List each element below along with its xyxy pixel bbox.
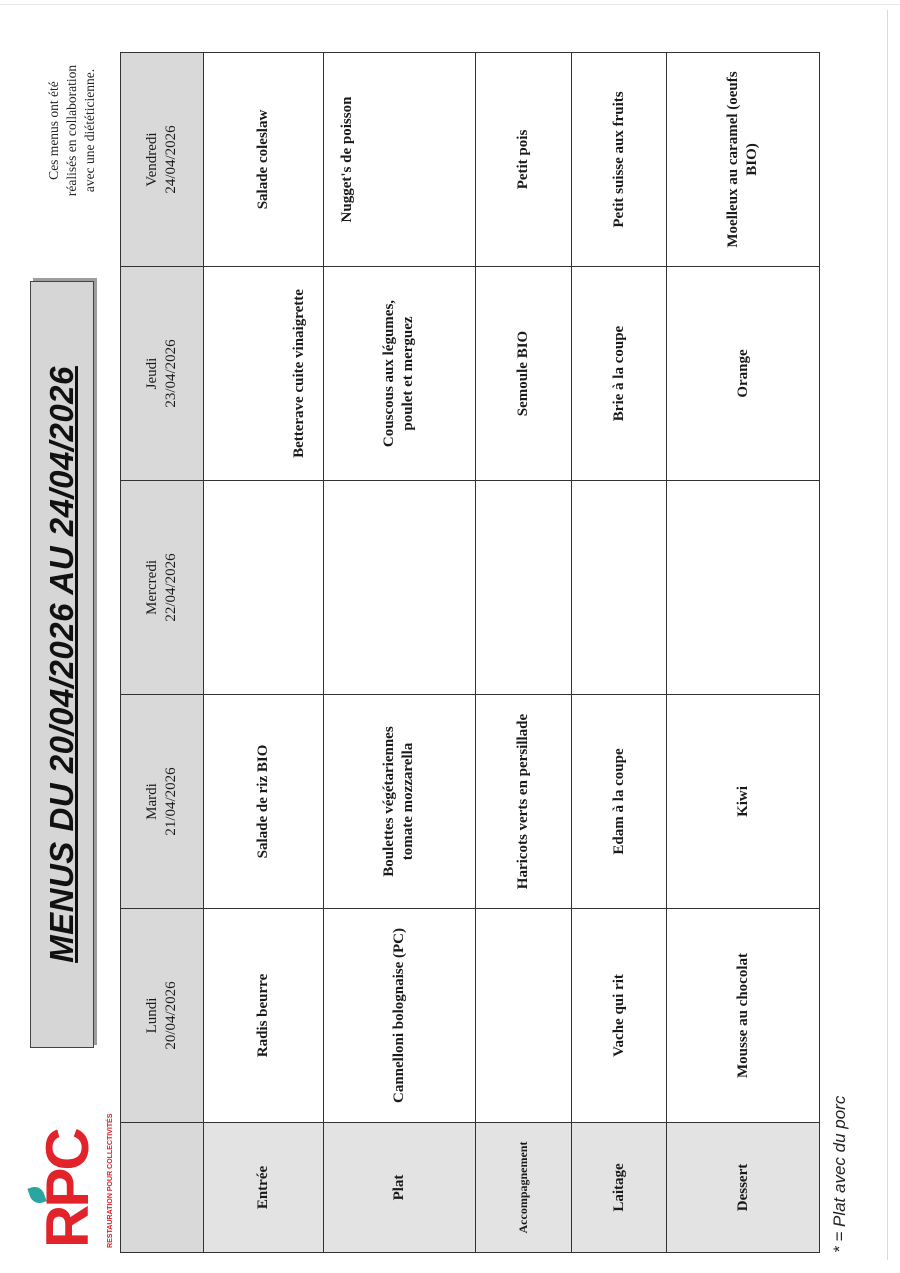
dish-cell: Orange bbox=[667, 267, 820, 481]
course-row-dessert bbox=[667, 53, 820, 1253]
rotated-content bbox=[25, 23, 875, 1253]
course-row-entree bbox=[204, 53, 324, 1253]
note-line-1: Ces menus ont été bbox=[46, 81, 61, 180]
course-label: Accompagnement bbox=[476, 1123, 572, 1253]
dietitian-note bbox=[45, 38, 99, 223]
course-row-laitage bbox=[571, 53, 667, 1253]
dish-cell: Brie à la coupe bbox=[571, 267, 667, 481]
dish-cell: Mousse au chocolat bbox=[667, 909, 820, 1123]
day-header-thursday bbox=[121, 267, 204, 481]
note-line-2: réalisés en collaboration bbox=[64, 64, 79, 197]
day-header-monday bbox=[121, 909, 204, 1123]
page-right-edge bbox=[887, 10, 888, 1260]
course-label: Plat bbox=[323, 1123, 476, 1253]
dish-cell: Petit suisse aux fruits bbox=[571, 53, 667, 267]
menu-table bbox=[120, 52, 820, 1253]
dish-cell: Nugget's de poisson bbox=[323, 53, 476, 267]
day-header-tuesday bbox=[121, 695, 204, 909]
days-header-row bbox=[121, 53, 204, 1253]
logo-letters: RPC bbox=[34, 1130, 101, 1248]
course-label: Laitage bbox=[571, 1123, 667, 1253]
course-label: Entrée bbox=[204, 1123, 324, 1253]
dish-cell: Haricots verts en persillade bbox=[476, 695, 572, 909]
dish-cell bbox=[476, 481, 572, 695]
page-title: MENUS DU 20/04/2026 AU 24/04/2026 bbox=[43, 366, 80, 963]
dish-cell: Vache qui rit bbox=[571, 909, 667, 1123]
dish-cell: Salade de riz BIO bbox=[204, 695, 324, 909]
dish-cell: Moelleux au caramel (oeufs BIO) bbox=[667, 53, 820, 267]
corner-cell bbox=[121, 1123, 204, 1253]
dish-cell: Salade coleslaw bbox=[204, 53, 324, 267]
dish-cell: Couscous aux légumes, poulet et merguez bbox=[323, 267, 476, 481]
course-label: Dessert bbox=[667, 1123, 820, 1253]
dish-cell: Radis beurre bbox=[204, 909, 324, 1123]
page-top-edge bbox=[0, 4, 900, 5]
day-name: Vendredi bbox=[144, 132, 160, 187]
day-name: Mercredi bbox=[144, 560, 160, 615]
rpc-logo bbox=[30, 1113, 120, 1248]
day-header-wednesday bbox=[121, 481, 204, 695]
day-date: 23/04/2026 bbox=[163, 339, 179, 408]
note-line-3: avec une diététicienne. bbox=[82, 68, 97, 193]
day-name: Jeudi bbox=[144, 357, 160, 390]
day-date: 22/04/2026 bbox=[163, 553, 179, 622]
title-box bbox=[30, 281, 94, 1048]
day-date: 20/04/2026 bbox=[163, 981, 179, 1050]
dish-cell: Kiwi bbox=[667, 695, 820, 909]
logo-tagline: RESTAURATION POUR COLLECTIVITÉS bbox=[105, 1113, 114, 1248]
dish-cell: Semoule BIO bbox=[476, 267, 572, 481]
pork-footnote: * = Plat avec du porc bbox=[830, 1095, 849, 1253]
dish-cell bbox=[323, 481, 476, 695]
dish-cell bbox=[667, 481, 820, 695]
dish-cell: Betterave cuite vinaigrette bbox=[204, 267, 324, 481]
dish-cell bbox=[571, 481, 667, 695]
day-date: 21/04/2026 bbox=[163, 767, 179, 836]
dish-cell: Cannelloni bolognaise (PC) bbox=[323, 909, 476, 1123]
dish-cell bbox=[476, 909, 572, 1123]
day-name: Lundi bbox=[144, 997, 160, 1034]
course-row-plat bbox=[323, 53, 476, 1253]
course-row-accompagnement bbox=[476, 53, 572, 1253]
dish-cell bbox=[204, 481, 324, 695]
day-name: Mardi bbox=[144, 783, 160, 820]
dish-cell: Boulettes végétariennes tomate mozzarella bbox=[323, 695, 476, 909]
dish-cell: Petit pois bbox=[476, 53, 572, 267]
day-date: 24/04/2026 bbox=[163, 125, 179, 194]
dish-cell: Edam à la coupe bbox=[571, 695, 667, 909]
day-header-friday bbox=[121, 53, 204, 267]
